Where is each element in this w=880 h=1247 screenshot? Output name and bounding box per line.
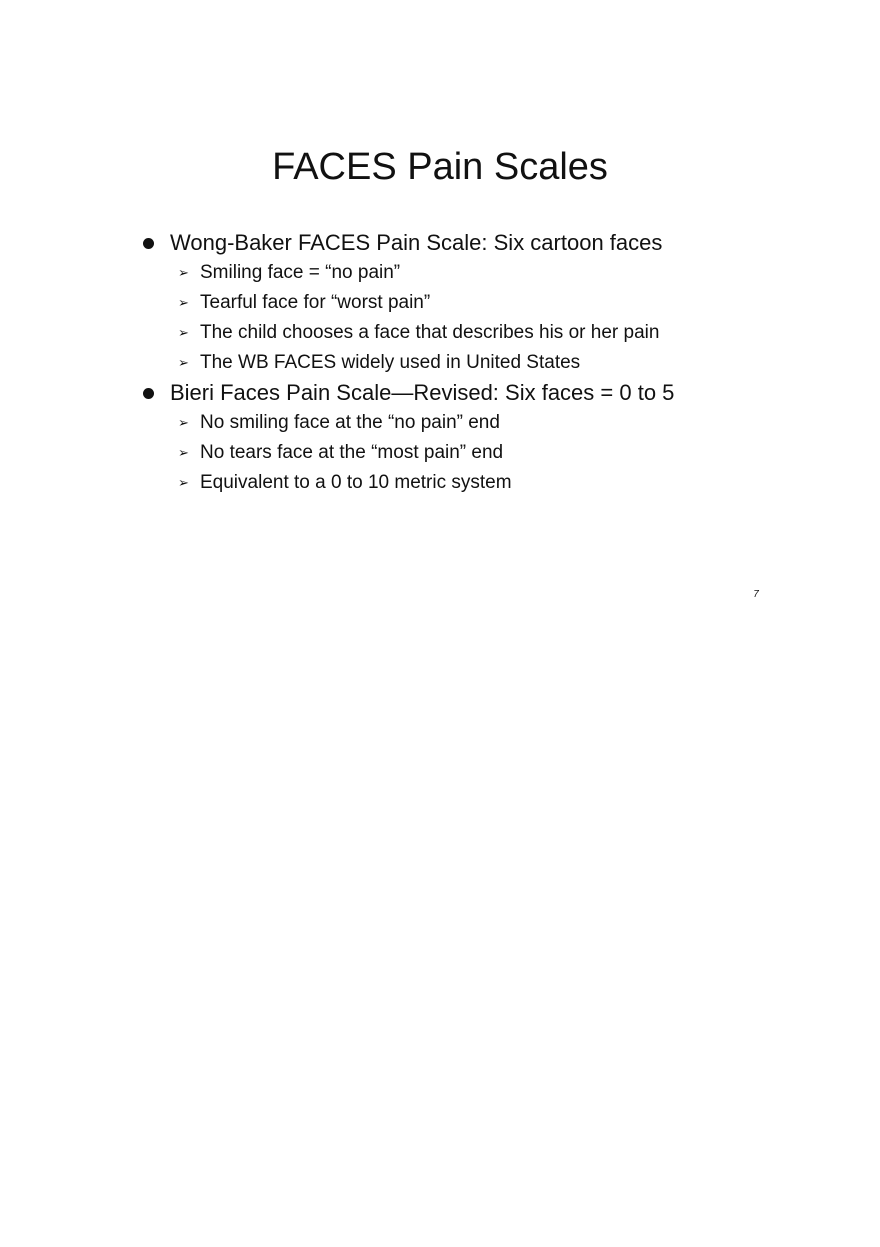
sub-bullet-item bbox=[143, 348, 823, 378]
round-bullet-icon bbox=[143, 388, 154, 399]
bullet-text: Bieri Faces Pain Scale—Revised: Six faces = 0 to 5 bbox=[170, 380, 675, 405]
sub-bullet-text: No tears face at the “most pain” end bbox=[200, 442, 504, 463]
bullet-row bbox=[143, 228, 823, 258]
sub-bullet-text: Smiling face = “no pain” bbox=[200, 262, 401, 283]
arrowhead-bullet-icon: ➢ bbox=[178, 295, 189, 310]
bullet-row bbox=[143, 378, 823, 408]
sub-bullet-text: The child chooses a face that describes his or her pain bbox=[200, 322, 660, 343]
bullet-text: Wong-Baker FACES Pain Scale: Six cartoon faces bbox=[170, 230, 663, 255]
arrowhead-bullet-icon: ➢ bbox=[178, 265, 189, 280]
page-number: 7 bbox=[753, 589, 759, 600]
slide-title: FACES Pain Scales bbox=[272, 146, 608, 188]
bullet-item-bieri bbox=[143, 378, 823, 498]
sub-bullet-text: The WB FACES widely used in United States bbox=[200, 352, 581, 373]
sub-bullet-text: No smiling face at the “no pain” end bbox=[200, 412, 500, 433]
sub-bullet-item bbox=[143, 288, 823, 318]
bullet-item-wong-baker bbox=[143, 228, 823, 378]
arrowhead-bullet-icon: ➢ bbox=[178, 325, 189, 340]
sub-bullet-item bbox=[143, 258, 823, 288]
bullet-list bbox=[143, 228, 823, 498]
sub-bullet-text: Tearful face for “worst pain” bbox=[200, 292, 431, 313]
round-bullet-icon bbox=[143, 238, 154, 249]
sub-bullet-list bbox=[143, 408, 823, 498]
sub-bullet-item bbox=[143, 468, 823, 498]
sub-bullet-list bbox=[143, 258, 823, 378]
arrowhead-bullet-icon: ➢ bbox=[178, 355, 189, 370]
sub-bullet-text: Equivalent to a 0 to 10 metric system bbox=[200, 472, 512, 493]
sub-bullet-item bbox=[143, 318, 823, 348]
sub-bullet-item bbox=[143, 438, 823, 468]
arrowhead-bullet-icon: ➢ bbox=[178, 445, 189, 460]
arrowhead-bullet-icon: ➢ bbox=[178, 475, 189, 490]
sub-bullet-item bbox=[143, 408, 823, 438]
arrowhead-bullet-icon: ➢ bbox=[178, 415, 189, 430]
